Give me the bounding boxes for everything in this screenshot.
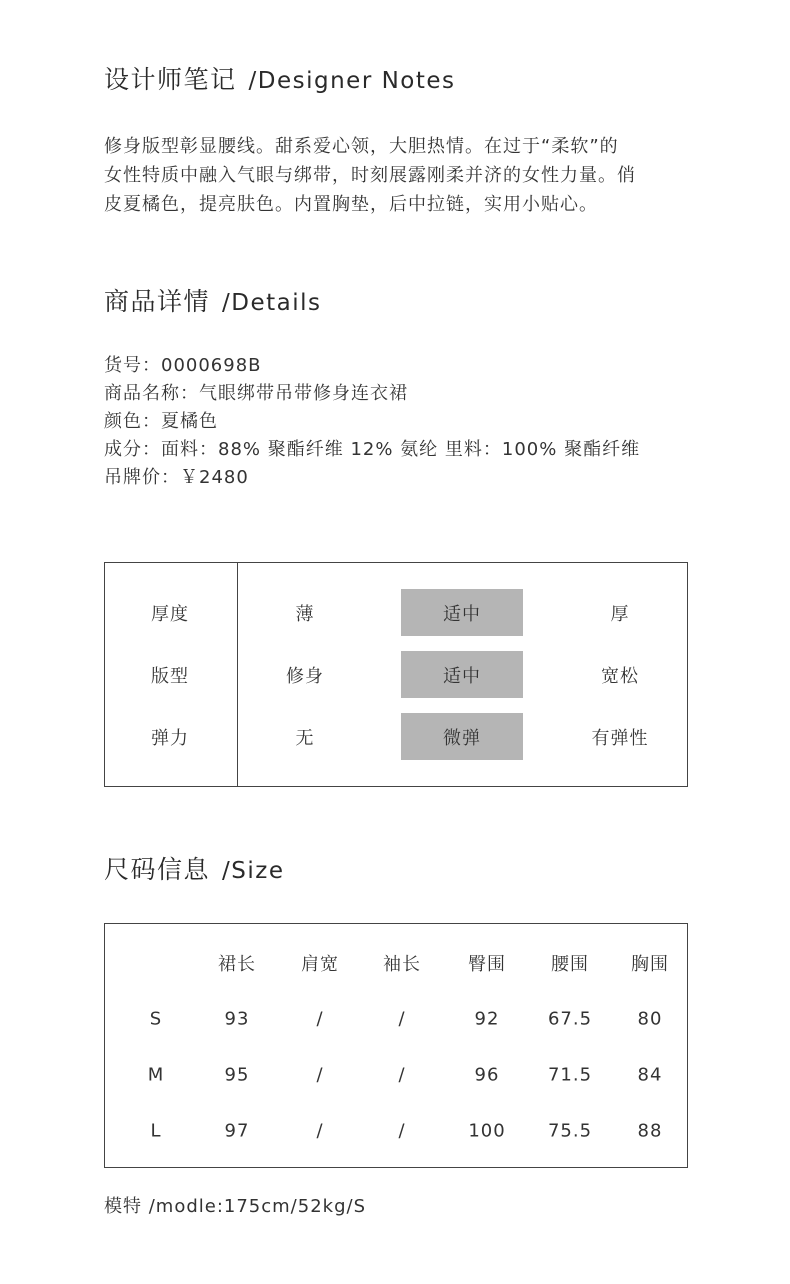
size-cell: 92 (474, 1008, 500, 1030)
attribute-option: 无 (295, 728, 315, 749)
designer-notes-line: 女性特质中融入气眼与绑带，时刻展露刚柔并济的女性力量。俏 (104, 165, 636, 186)
size-table (104, 923, 688, 1168)
size-cell: 93 (224, 1008, 250, 1030)
size-cell: 80 (637, 1008, 663, 1030)
attribute-label-thickness: 厚度 (151, 604, 189, 625)
size-cell: 88 (637, 1120, 663, 1142)
size-header: 腰围 (551, 954, 589, 975)
size-cell: / (316, 1064, 324, 1086)
designer-notes-text (104, 132, 724, 219)
detail-item-price: 吊牌价：￥2480 (104, 467, 249, 488)
size-cell: / (316, 1120, 324, 1142)
designer-notes-line: 修身版型彰显腰线。甜系爱心领，大胆热情。在过于“柔软”的 (104, 136, 619, 157)
size-row-label: S (149, 1008, 163, 1030)
size-cell: 75.5 (547, 1120, 593, 1142)
detail-item-color: 颜色：夏橘色 (104, 411, 218, 432)
size-title-en: /Size (222, 858, 285, 884)
attribute-option: 薄 (295, 604, 315, 625)
size-header: 臀围 (468, 954, 506, 975)
details-heading (104, 282, 322, 318)
attribute-label-fit: 版型 (151, 666, 189, 687)
size-title-cn: 尺码信息 (104, 855, 211, 884)
size-cell: 100 (468, 1120, 506, 1142)
detail-item-name: 商品名称：气眼绑带吊带修身连衣裙 (104, 383, 408, 404)
size-cell: 67.5 (547, 1008, 593, 1030)
details-title-en: /Details (222, 290, 322, 316)
attribute-option-selected: 适中 (443, 666, 481, 687)
attribute-option: 有弹性 (591, 728, 649, 749)
size-heading (104, 850, 284, 886)
designer-notes-line: 皮夏橘色，提亮肤色。内置胸垫，后中拉链，实用小贴心。 (104, 194, 598, 215)
attributes-table (104, 562, 688, 787)
attribute-option: 宽松 (601, 666, 639, 687)
designer-notes-title-en: /Designer Notes (248, 68, 456, 94)
size-cell: 96 (474, 1064, 500, 1086)
size-cell: / (398, 1064, 406, 1086)
size-header: 袖长 (383, 954, 421, 975)
size-cell: 97 (224, 1120, 250, 1142)
attribute-option: 修身 (286, 666, 324, 687)
size-cell: 84 (637, 1064, 663, 1086)
size-header: 肩宽 (301, 954, 339, 975)
size-cell: / (316, 1008, 324, 1030)
detail-item-composition: 成分：面料：88% 聚酯纤维 12% 氨纶 里料：100% 聚酯纤维 (104, 439, 641, 460)
detail-item-sku: 货号：0000698B (104, 355, 262, 376)
attributes-divider (237, 563, 238, 786)
details-title-cn: 商品详情 (104, 287, 211, 316)
size-cell: / (398, 1008, 406, 1030)
designer-notes-title-cn: 设计师笔记 (104, 65, 237, 94)
size-row-label: M (147, 1064, 165, 1086)
model-info: 模特 /modle:175cm/52kg/S (104, 1196, 366, 1217)
attribute-option-selected: 适中 (443, 604, 481, 625)
size-cell: / (398, 1120, 406, 1142)
size-row-label: L (150, 1120, 162, 1142)
size-cell: 95 (224, 1064, 250, 1086)
size-header: 胸围 (631, 954, 669, 975)
details-list (104, 352, 640, 492)
attribute-option: 厚 (610, 604, 630, 625)
size-cell: 71.5 (547, 1064, 593, 1086)
designer-notes-heading (104, 60, 456, 96)
size-header: 裙长 (218, 954, 256, 975)
attribute-label-elasticity: 弹力 (151, 728, 189, 749)
attribute-option-selected: 微弹 (443, 728, 481, 749)
